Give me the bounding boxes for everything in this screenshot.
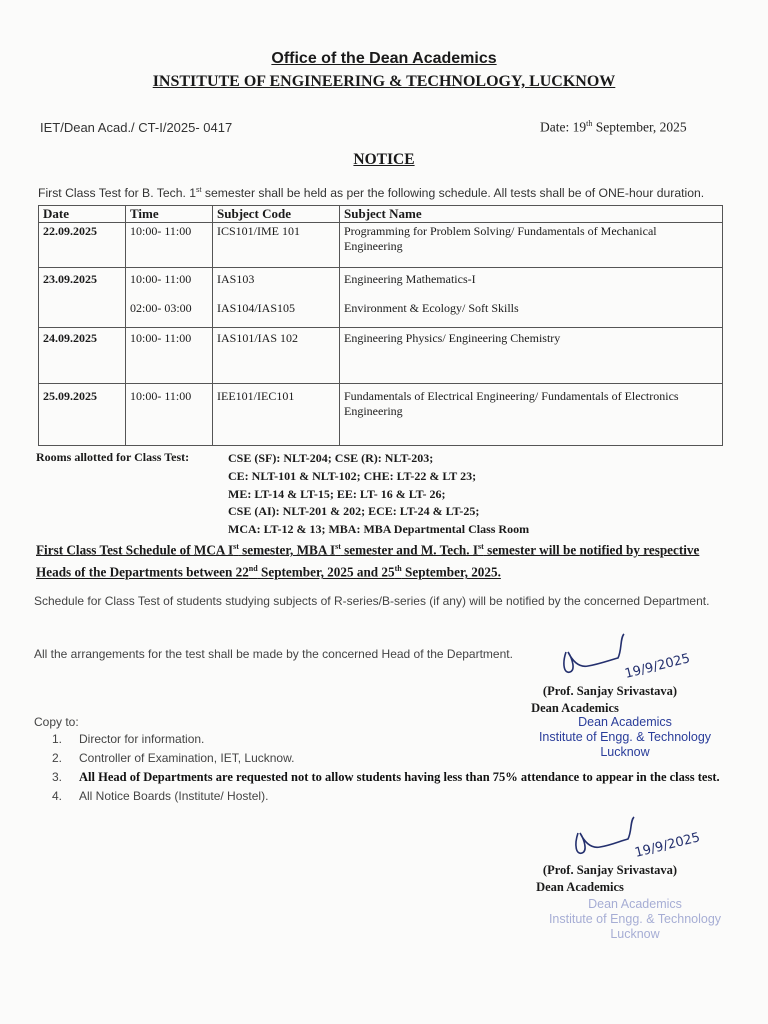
table-row — [39, 268, 723, 328]
row-time — [126, 268, 213, 328]
row-time-morning: 10:00- 11:00 — [130, 272, 192, 286]
row-time: 10:00- 11:00 — [126, 328, 213, 384]
signature-1-title: Dean Academics — [531, 701, 619, 715]
rooms-line: ME: LT-14 & LT-15; EE: LT- 16 & LT- 26; — [228, 486, 446, 501]
header-time: Time — [126, 206, 213, 223]
notice-date: Date: 19th September, 2025 — [540, 119, 687, 135]
row-date: 22.09.2025 — [39, 223, 126, 268]
row-code-morning: IAS103 — [217, 272, 255, 286]
row-code — [213, 268, 340, 328]
r-series-paragraph: Schedule for Class Test of students studying subjects of R-series/B-series (if any) will be notified by the concerned Department. — [34, 594, 710, 608]
table-row — [39, 223, 723, 268]
list-item: 4. All Notice Boards (Institute/ Hostel). — [52, 789, 269, 803]
list-item: 3. All Head of Departments are requested not to allow students having less than 75% attendance to appear in the class test. — [52, 770, 720, 784]
rooms-line: CE: NLT-101 & NLT-102; CHE: LT-22 & LT 23; — [228, 468, 477, 483]
row-time: 10:00- 11:00 — [126, 223, 213, 268]
table-row — [39, 328, 723, 384]
table-row — [39, 384, 723, 446]
rooms-label: Rooms allotted for Class Test: — [36, 450, 190, 464]
row-code: ICS101/IME 101 — [213, 223, 340, 268]
header-date: Date — [39, 206, 126, 223]
signature-1-date: 19/9/2025 — [623, 651, 692, 682]
copy-to-list — [52, 731, 752, 807]
row-date: 25.09.2025 — [39, 384, 126, 446]
copy-to-label: Copy to: — [34, 715, 79, 729]
rooms-line: CSE (AI): NLT-201 & 202; ECE: LT-24 & LT-25; — [228, 504, 480, 519]
notice-intro: First Class Test for B. Tech. 1st semester shall be held as per the following schedule. All tests shall be of ONE-hour duration. — [38, 186, 705, 200]
row-subject — [340, 268, 723, 328]
signature-2-name: (Prof. Sanjay Srivastava) — [542, 863, 678, 877]
row-subject-morning: Engineering Mathematics-I — [344, 272, 476, 286]
row-subject: Engineering Physics/ Engineering Chemistry — [340, 328, 723, 384]
row-date: 23.09.2025 — [39, 268, 126, 328]
notice-heading: NOTICE — [353, 151, 415, 168]
mca-mba-mtech-notice: First Class Test Schedule of MCA Ist semester, MBA Ist semester and M. Tech. Ist semester will be notified by respective Heads of the Departments between 22nd September, 2025 and 25th September, 2025. — [36, 542, 700, 580]
reference-number: IET/Dean Acad./ CT-I/2025- 0417 — [40, 120, 233, 135]
office-title: Office of the Dean Academics — [271, 50, 497, 67]
list-item: 1. Director for information. — [52, 732, 205, 746]
signature-2-date: 19/9/2025 — [633, 830, 702, 861]
signature-1-icon — [558, 630, 708, 685]
header-subject-code: Subject Code — [213, 206, 340, 223]
schedule-table — [38, 205, 723, 446]
row-subject-afternoon: Environment & Ecology/ Soft Skills — [344, 301, 519, 315]
row-time-afternoon: 02:00- 03:00 — [130, 301, 192, 315]
row-date: 24.09.2025 — [39, 328, 126, 384]
row-code-afternoon: IAS104/IAS105 — [217, 301, 296, 315]
arrangements-paragraph: All the arrangements for the test shall be made by the concerned Head of the Department. — [34, 647, 513, 661]
signature-1-name: (Prof. Sanjay Srivastava) — [542, 684, 678, 698]
row-time: 10:00- 11:00 — [126, 384, 213, 446]
row-code: IEE101/IEC101 — [213, 384, 340, 446]
row-code: IAS101/IAS 102 — [213, 328, 340, 384]
header-subject-name: Subject Name — [340, 206, 723, 223]
rooms-line: CSE (SF): NLT-204; CSE (R): NLT-203; — [228, 451, 434, 465]
signature-2-title: Dean Academics — [536, 880, 624, 894]
rooms-line: MCA: LT-12 & 13; MBA: MBA Departmental Class Room — [228, 522, 530, 537]
table-header-row — [39, 206, 723, 223]
row-subject: Fundamentals of Electrical Engineering/ Fundamentals of Electronics Engineering — [340, 384, 723, 446]
list-item: 2. Controller of Examination, IET, Lucknow. — [52, 751, 295, 765]
row-subject: Programming for Problem Solving/ Fundamentals of Mechanical Engineering — [340, 223, 723, 268]
rooms-list — [228, 450, 529, 539]
signature-2-icon — [570, 815, 720, 865]
dean-stamp-2: Dean Academics Institute of Engg. & Technology Lucknow — [548, 897, 722, 941]
dean-stamp-1: Dean Academics Institute of Engg. & Technology Lucknow — [538, 715, 712, 759]
institute-title: INSTITUTE OF ENGINEERING & TECHNOLOGY, LUCKNOW — [152, 73, 616, 90]
